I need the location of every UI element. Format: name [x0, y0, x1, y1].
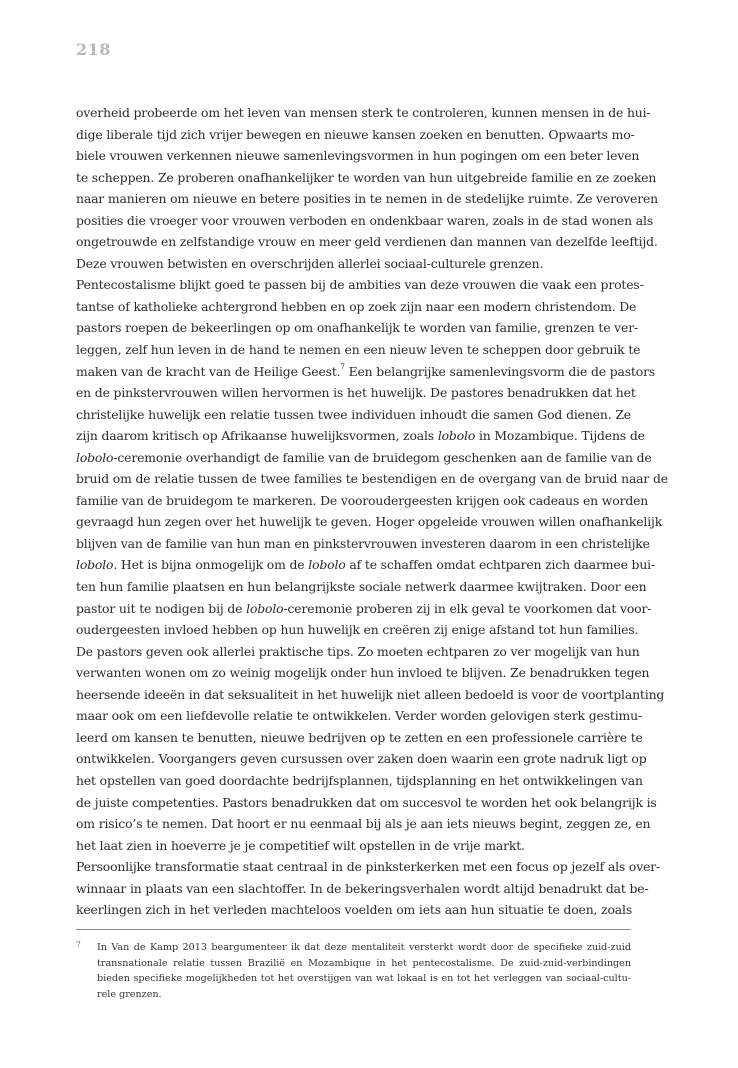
text-line: en de pinkstervrouwen willen hervormen is het huwelijk. De pastores benadrukken dat het [76, 385, 636, 401]
text-line: biele vrouwen verkennen nieuwe samenlevingsvormen in hun pogingen om een beter leven [76, 148, 640, 164]
italic-term: lobolo [246, 600, 284, 616]
text-line: christelijke huwelijk een relatie tussen twee individuen inhoudt die samen God dienen. Ze [76, 406, 631, 422]
italic-term: lobolo [76, 449, 114, 465]
text-line: verwanten wonen om zo weinig mogelijk onder hun invloed te blijven. Ze benadrukken tegen [76, 665, 650, 681]
text-line: Persoonlijke transformatie staat centraal in de pinksterkerken met een focus op jezelf als over- [76, 859, 661, 875]
text-segment: maken van de kracht van de Heilige Geest. [76, 363, 341, 379]
footnote-text [97, 940, 631, 1002]
text-line: keerlingen zich in het verleden machteloos voelden om iets aan hun situatie te doen, zoals [76, 902, 633, 918]
text-line: het opstellen van goed doordachte bedrijfsplannen, tijdsplanning en het ontwikkelingen van [76, 772, 643, 788]
text-segment: pastor uit te nodigen bij de [76, 600, 247, 616]
text-line: ten hun familie plaatsen en hun belangrijkste sociale netwerk daarmee kwijtraken. Door een [76, 579, 647, 595]
text-segment: Een belangrijke samenlevingsvorm die de pastors [344, 363, 656, 379]
text-line: dige liberale tijd zich vrijer bewegen en nieuwe kansen zoeken en benutten. Opwaarts mo- [76, 126, 635, 142]
text-line: leggen, zelf hun leven in de hand te nemen en een nieuw leven te scheppen door gebruik te [76, 342, 641, 358]
footnote-line: transnationale relatie tussen Brazilië en Mozambique in het pentecostalisme. De zuid-zuid-verbindingen [97, 957, 631, 969]
text-line: te scheppen. Ze proberen onafhankelijker te worden van hun uitgebreide familie en ze zoeken [76, 169, 657, 185]
text-line: het laat zien in hoeverre je je competitief wilt opstellen in de vrije markt. [76, 837, 525, 853]
text-line [76, 598, 652, 620]
text-line: naar manieren om nieuwe en betere posities in te nemen in de stedelijke ruimte. Ze veroveren [76, 191, 658, 207]
text-line: ongetrouwde en zelfstandige vrouw en meer geld verdienen dan mannen van dezelfde leeftijd. [76, 234, 658, 250]
page-number: 218 [76, 40, 111, 59]
text-segment: -ceremonie proberen zij in elk geval te voorkomen dat voor- [283, 600, 652, 616]
text-line: maar ook om een liefdevolle relatie te ontwikkelen. Verder worden gelovigen sterk gestimu- [76, 708, 643, 724]
italic-term: lobolo [308, 557, 346, 573]
text-line: oudergeesten invloed hebben op hun huwelijk en creëren zij enige afstand tot hun families. [76, 622, 639, 638]
text-line [76, 554, 656, 576]
text-segment: zijn daarom kritisch op Afrikaanse huwelijksvormen, zoals [76, 428, 438, 444]
text-line: om risico’s te nemen. Dat hoort er nu eenmaal bij als je aan iets nieuws begint, zeggen ze, en [76, 816, 651, 832]
text-line: bruid om de relatie tussen de twee families te bestendigen en de overgang van de bruid naar de [76, 471, 668, 487]
text-line [76, 425, 645, 447]
text-line [76, 361, 656, 383]
text-line [76, 447, 652, 469]
text-line: Pentecostalisme blijkt goed te passen bij de ambities van deze vrouwen die vaak een protes- [76, 277, 644, 293]
footnote-line: In Van de Kamp 2013 beargumenteer ik dat deze mentaliteit versterkt wordt door de specifieke zuid-zuid [97, 942, 631, 953]
footnote-divider [76, 929, 631, 930]
text-line: posities die vroeger voor vrouwen verboden en ondenkbaar waren, zoals in de stad wonen als [76, 212, 654, 228]
text-line: blijven van de familie van hun man en pinkstervrouwen investeren daarom in een christelijke [76, 535, 650, 551]
footnote-marker: 7 [76, 940, 81, 949]
text-line: familie van de bruidegom te markeren. De vooroudergeesten krijgen ook cadeaus en worden [76, 492, 649, 508]
text-line: leerd om kansen te benutten, nieuwe bedrijven op te zetten en een professionele carrière te [76, 729, 643, 745]
text-line: heersende ideeën in dat seksualiteit in het huwelijk niet alleen bedoeld is voor de voortplanting [76, 686, 665, 702]
italic-term: lobolo [437, 428, 476, 444]
text-segment: in Mozambique. Tijdens de [475, 428, 645, 444]
text-line: De pastors geven ook allerlei praktische tips. Zo moeten echtparen zo ver mogelijk van hun [76, 643, 640, 659]
text-segment: af te schaffen omdat echtparen zich daarmee bui- [345, 557, 656, 573]
text-segment: -ceremonie overhandigt de familie van de bruidegom geschenken aan de familie van de [113, 449, 652, 465]
text-line: ontwikkelen. Voorgangers geven cursussen over zaken doen waarin een grote nadruk ligt op [76, 751, 647, 767]
body-text [76, 102, 668, 921]
italic-term: lobolo [76, 557, 114, 573]
text-line: de juiste competenties. Pastors benadrukken dat om succesvol te worden het ook belangrijk is [76, 794, 657, 810]
text-line: overheid probeerde om het leven van mensen sterk te controleren, kunnen mensen in de hui- [76, 105, 651, 120]
footnote-line: bieden specifieke mogelijkheden tot het overstijgen van wat lokaal is en tot het verleggen van sociaal-cultu- [97, 973, 631, 984]
footnote-line: rele grenzen. [97, 988, 162, 1000]
text-segment: . Het is bijna onmogelijk om de [113, 557, 309, 573]
text-line: pastors roepen de bekeerlingen op om onafhankelijk te worden van familie, grenzen te ver- [76, 320, 639, 336]
text-line: Deze vrouwen betwisten en overschrijden allerlei sociaal-culturele grenzen. [76, 255, 544, 271]
footnote-reference: 7 [340, 363, 345, 372]
text-line: winnaar in plaats van een slachtoffer. In de bekeringsverhalen wordt altijd benadrukt dat be- [76, 880, 649, 896]
text-line: tantse of katholieke achtergrond hebben en op zoek zijn naar een modern christendom. De [76, 298, 637, 314]
text-line: gevraagd hun zegen over het huwelijk te geven. Hoger opgeleide vrouwen willen onafhankelijk [76, 514, 663, 530]
